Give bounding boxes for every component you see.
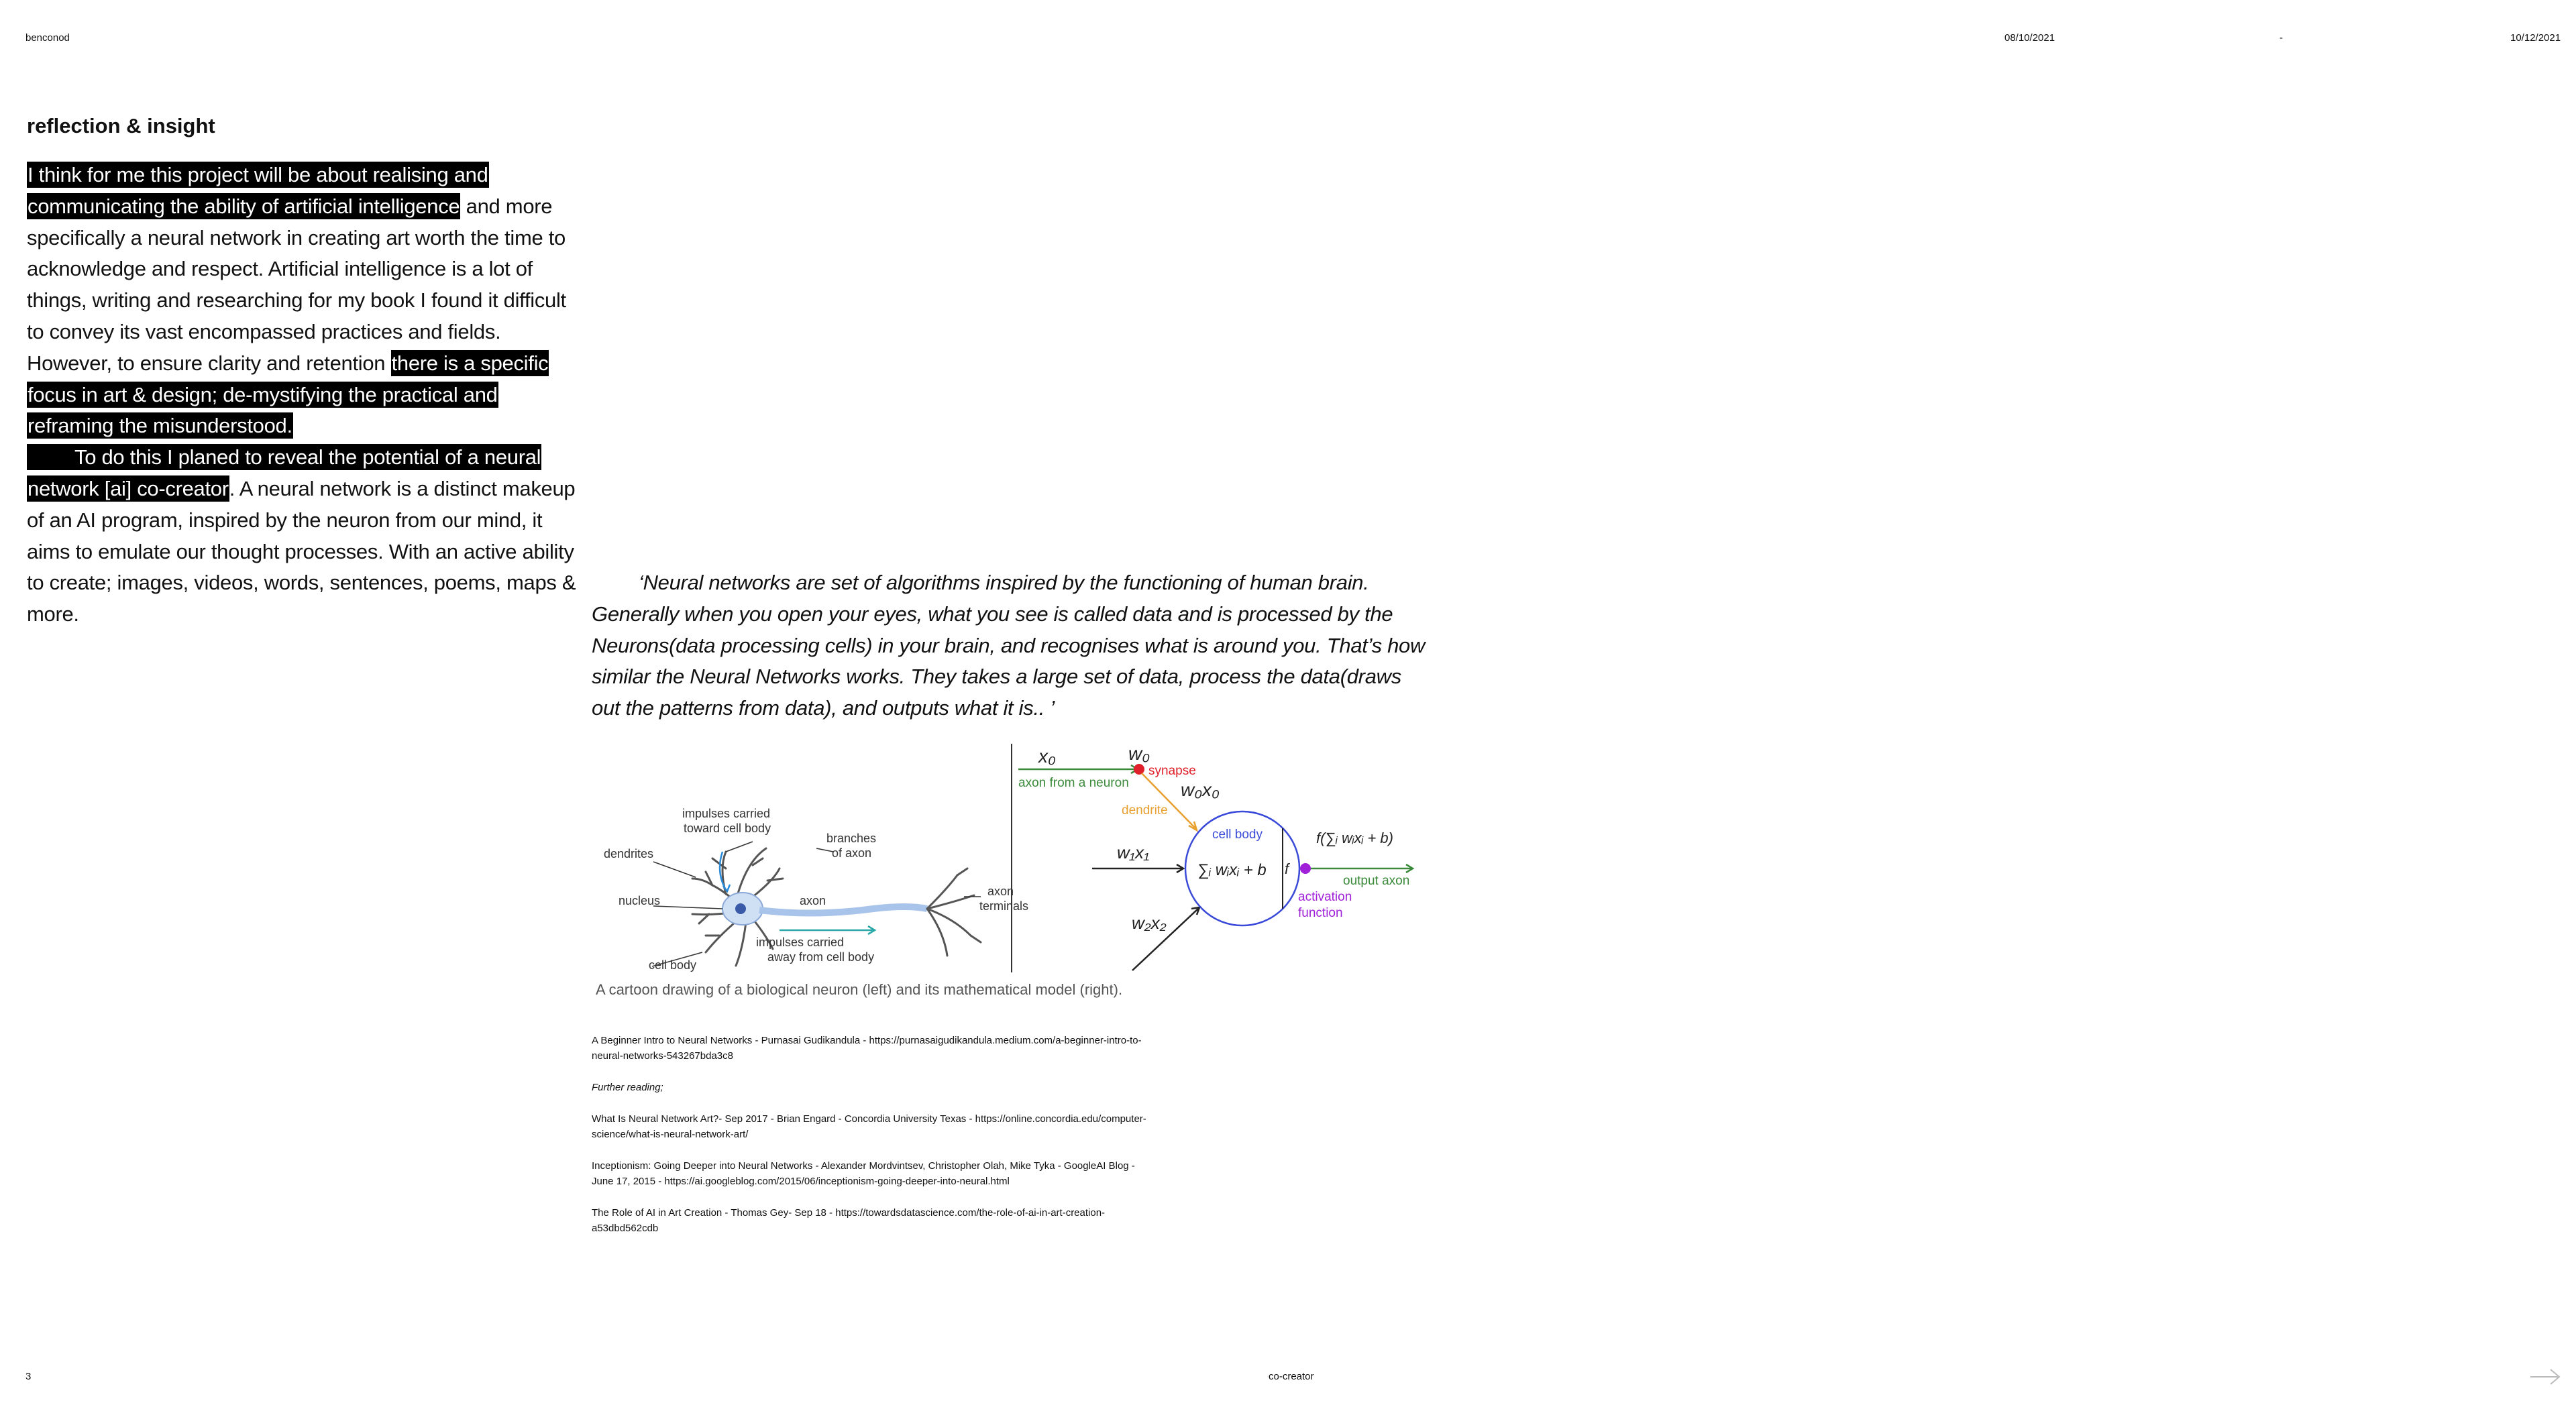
label-branches-2: of axon [832, 846, 872, 860]
axon-terminals-shape [927, 868, 981, 956]
highlight-2: there is a specific focus in art & design; de-mystifying the practical and reframing the misunderstood. [28, 351, 549, 438]
next-page-button[interactable] [2529, 1368, 2561, 1386]
label-w2x2: w₂x₂ [1132, 913, 1167, 933]
highlight-1: I think for me this project will be about realising and communicating the ability of artificial intelligence [28, 163, 488, 218]
label-axon-terminals-1: axon [987, 885, 1014, 898]
label-impulses-away-2: away from cell body [767, 950, 875, 964]
label-x0: x₀ [1038, 746, 1056, 767]
label-impulses-toward-2: toward cell body [684, 822, 771, 835]
label-w0x0: w₀x₀ [1181, 779, 1220, 800]
date-start: 08/10/2021 [2004, 32, 2055, 44]
page-number: 3 [25, 1371, 32, 1382]
reference-2: What Is Neural Network Art?- Sep 2017 - Brian Engard - Concordia University Texas - https://online.concordia.edu/computer-science/what-is-neural-network-art/ [592, 1113, 1146, 1140]
body-text-2: . A neural network is a distinct makeup of an AI program, inspired by the neuron from our mind, it aims to emulate our thought processes. With an active ability to create; images, videos, words, sentences, poems, maps & more. [27, 476, 576, 626]
label-cell-body: cell body [649, 958, 697, 972]
reference-3: Inceptionism: Going Deeper into Neural Networks - Alexander Mordvintsev, Christopher Olah, Mike Tyka - GoogleAI Blog - June 17, 2015 - https://ai.googleblog.com/2015/06/inceptionism-going-deeper-into-neural.html [592, 1160, 1135, 1187]
reference-1: A Beginner Intro to Neural Networks - Purnasai Gudikandula - https://purnasaigudikandula.medium.com/a-beginner-intro-to-neural-networks-543267bda3c8 [592, 1035, 1142, 1062]
label-activation-1: activation [1298, 890, 1352, 904]
author-name: benconod [25, 32, 70, 44]
label-w0: w₀ [1128, 743, 1150, 764]
date-end: 10/12/2021 [2510, 32, 2561, 44]
project-name: co-creator [1269, 1371, 1314, 1382]
arrow-right-icon [2529, 1368, 2561, 1386]
references [592, 1033, 1155, 1252]
label-branches-1: branches [826, 832, 877, 845]
label-synapse: synapse [1148, 764, 1196, 778]
label-cell-body-math: cell body [1212, 828, 1263, 842]
label-axon-from-neuron: axon from a neuron [1018, 776, 1129, 790]
highlight-3-text: To do this I planed to reveal the potential of a neural network [ai] co-creator [28, 445, 541, 500]
figure-caption: A cartoon drawing of a biological neuron (left) and its mathematical model (right). [596, 981, 1123, 998]
quote-block [592, 567, 1430, 724]
activation-dot [1300, 863, 1311, 874]
further-reading-label: Further reading; [592, 1082, 663, 1093]
label-axon: axon [800, 894, 826, 907]
label-dendrite: dendrite [1122, 803, 1168, 818]
label-w1x1: w₁x₁ [1117, 842, 1150, 862]
reference-4: The Role of AI in Art Creation - Thomas Gey- Sep 18 - https://towardsdatascience.com/the-role-of-ai-in-art-creation-a53dbd562cdb [592, 1207, 1106, 1234]
label-output-axon: output axon [1343, 874, 1410, 888]
label-sum: ∑ᵢ wᵢxᵢ + b [1197, 861, 1267, 879]
section-title: reflection & insight [27, 114, 215, 137]
axon-shape [759, 907, 927, 913]
label-impulses-away-1: impulses carried [756, 936, 845, 949]
math-model-drawing [1018, 743, 1413, 970]
neuron-diagram [592, 741, 1424, 1003]
label-activation-2: function [1298, 906, 1343, 920]
label-nucleus: nucleus [619, 894, 661, 907]
neuron-figure [592, 741, 1424, 1003]
nucleus-shape [735, 903, 746, 914]
label-axon-terminals-2: terminals [979, 899, 1029, 913]
quote-text: ‘Neural networks are set of algorithms inspired by the functioning of human brain. Generally when you open your eyes, what you see is called data and is processed by the Neurons(data processing cells) in your brain, and recognises what is around you. That’s how similar the Neural Networks works. They takes a large set of data, process the data(draws out the patterns from data), and outputs what it is.. ’ [592, 571, 1426, 720]
label-dendrites: dendrites [604, 847, 654, 860]
label-impulses-toward-1: impulses carried [682, 807, 771, 820]
label-f-of-sum: f(∑ᵢ wᵢxᵢ + b) [1316, 830, 1393, 846]
label-f: f [1285, 860, 1289, 877]
synapse-dot [1134, 764, 1144, 775]
body-text-1: and more specifically a neural network in creating art worth the time to acknowledge and respect. Artificial intelligence is a lot of things, writing and researching for my book I found it difficult to convey its vast encompassed practices and fields. However, to ensure clarity and retention [27, 194, 566, 375]
date-separator: - [2279, 32, 2283, 44]
biological-neuron-drawing [604, 807, 1028, 972]
body-text [27, 160, 584, 630]
